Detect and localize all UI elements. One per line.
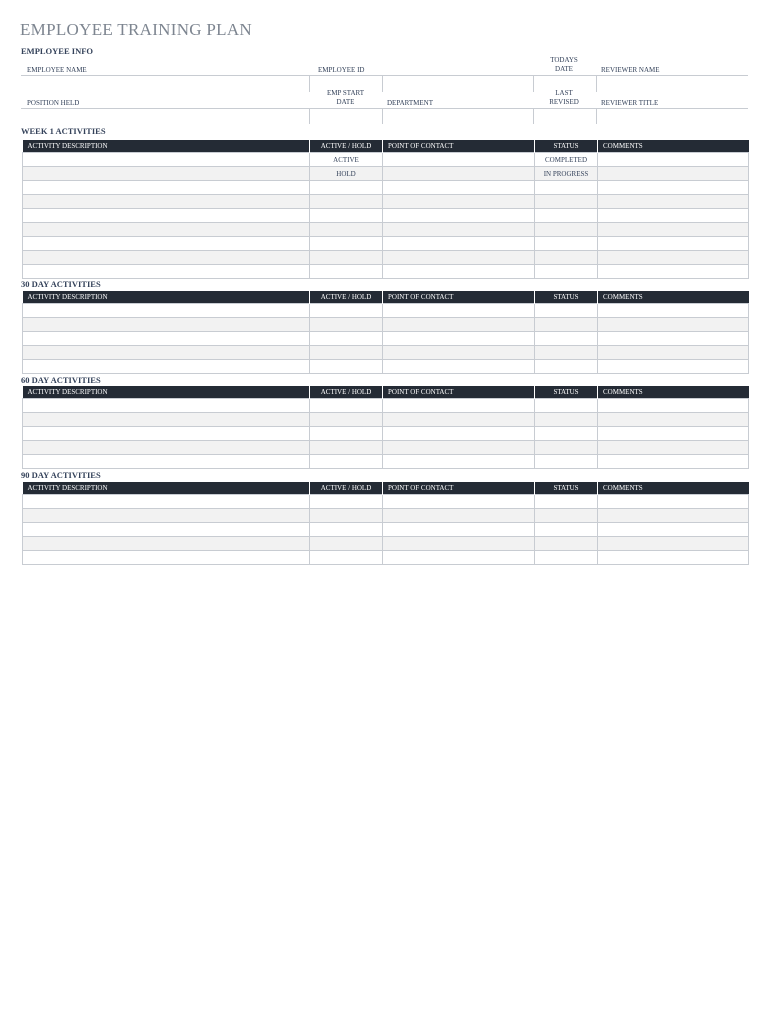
activity-description-cell[interactable] [23,318,310,332]
comments-header: COMMENTS [598,482,749,495]
comments-cell[interactable] [598,332,749,346]
active-hold-cell[interactable]: HOLD [310,167,383,181]
point-of-contact-cell[interactable] [383,209,535,223]
table-row [23,251,749,265]
status-cell[interactable] [535,346,598,360]
comments-cell[interactable] [598,399,749,413]
active-hold-cell[interactable] [310,332,383,346]
comments-cell[interactable] [598,318,749,332]
status-header: STATUS [535,291,598,304]
point-of-contact-header: POINT OF CONTACT [383,140,535,153]
active-hold-cell[interactable] [310,237,383,251]
active-hold-cell[interactable] [310,223,383,237]
status-cell[interactable] [535,509,598,523]
activity-description-cell[interactable] [23,237,310,251]
comments-header: COMMENTS [598,291,749,304]
90day-table [22,482,749,565]
status-cell[interactable] [535,455,598,469]
comments-cell[interactable] [598,153,749,167]
activity-description-cell[interactable] [23,495,310,509]
point-of-contact-cell[interactable] [383,346,535,360]
activity-description-cell[interactable] [23,441,310,455]
point-of-contact-cell[interactable] [383,413,535,427]
status-cell[interactable] [535,551,598,565]
comments-cell[interactable] [598,455,749,469]
status-cell[interactable] [535,399,598,413]
status-cell[interactable] [535,495,598,509]
table-row [23,167,749,181]
active-hold-cell[interactable] [310,495,383,509]
point-of-contact-header: POINT OF CONTACT [383,482,535,495]
point-of-contact-cell[interactable] [383,495,535,509]
activity-description-cell[interactable] [23,209,310,223]
emp-start-label-line1: EMP START [326,89,365,97]
comments-cell[interactable] [598,551,749,565]
90day-heading: 90 DAY ACTIVITIES [21,470,101,480]
status-cell[interactable] [535,237,598,251]
60day-heading: 60 DAY ACTIVITIES [21,375,101,385]
activity-description-cell[interactable] [23,413,310,427]
table-header-row [23,140,749,153]
point-of-contact-cell[interactable] [383,181,535,195]
last-revised-label-line1: LAST [555,89,573,97]
activity-description-cell[interactable] [23,551,310,565]
activity-description-cell[interactable] [23,304,310,318]
table-row [23,153,749,167]
active-hold-cell[interactable] [310,195,383,209]
point-of-contact-cell[interactable] [383,332,535,346]
active-hold-cell[interactable] [310,318,383,332]
table-row [23,346,749,360]
comments-cell[interactable] [598,167,749,181]
employee-info-heading: EMPLOYEE INFO [21,46,94,56]
last-revised-label-line2: REVISED [549,98,579,106]
active-hold-cell[interactable] [310,399,383,413]
point-of-contact-cell[interactable] [383,509,535,523]
activity-description-header: ACTIVITY DESCRIPTION [23,291,310,304]
point-of-contact-cell[interactable] [383,455,535,469]
point-of-contact-header: POINT OF CONTACT [383,386,535,399]
table-row [23,399,749,413]
comments-cell[interactable] [598,251,749,265]
point-of-contact-cell[interactable] [383,195,535,209]
table-header-row [23,291,749,304]
status-cell[interactable] [535,223,598,237]
status-cell[interactable] [535,413,598,427]
table-row [23,509,749,523]
activity-description-header: ACTIVITY DESCRIPTION [23,140,310,153]
comments-cell[interactable] [598,360,749,374]
activity-description-cell[interactable] [23,427,310,441]
active-hold-cell[interactable] [310,441,383,455]
point-of-contact-cell[interactable] [383,427,535,441]
active-hold-header: ACTIVE / HOLD [310,386,383,399]
department-label: DEPARTMENT [387,99,433,107]
table-row [23,223,749,237]
week1-heading: WEEK 1 ACTIVITIES [21,126,106,136]
status-cell[interactable] [535,209,598,223]
activity-description-cell[interactable] [23,251,310,265]
table-row [23,265,749,279]
status-header: STATUS [535,140,598,153]
status-cell[interactable] [535,304,598,318]
active-hold-cell[interactable] [310,265,383,279]
table-row [23,551,749,565]
comments-cell[interactable] [598,181,749,195]
position-held-label: POSITION HELD [27,99,80,107]
activity-description-cell[interactable] [23,223,310,237]
activity-description-cell[interactable] [23,195,310,209]
activity-description-cell[interactable] [23,265,310,279]
activity-description-cell[interactable] [23,360,310,374]
status-cell[interactable] [535,251,598,265]
comments-cell[interactable] [598,427,749,441]
status-cell[interactable] [535,360,598,374]
point-of-contact-cell[interactable] [383,441,535,455]
employee-id-label: EMPLOYEE ID [318,66,365,74]
table-header-row [23,482,749,495]
point-of-contact-cell[interactable] [383,223,535,237]
comments-cell[interactable] [598,265,749,279]
activity-description-cell[interactable] [23,332,310,346]
status-cell[interactable] [535,523,598,537]
table-row [23,441,749,455]
point-of-contact-cell[interactable] [383,167,535,181]
active-hold-cell[interactable] [310,537,383,551]
point-of-contact-header: POINT OF CONTACT [383,291,535,304]
table-header-row [23,386,749,399]
point-of-contact-cell[interactable] [383,399,535,413]
active-hold-cell[interactable] [310,304,383,318]
status-cell[interactable] [535,195,598,209]
employee-name-label: EMPLOYEE NAME [27,66,87,74]
comments-cell[interactable] [598,413,749,427]
table-row [23,304,749,318]
status-cell[interactable] [535,441,598,455]
table-row [23,181,749,195]
table-row [23,195,749,209]
point-of-contact-cell[interactable] [383,551,535,565]
activity-description-cell[interactable] [23,537,310,551]
activity-description-cell[interactable] [23,153,310,167]
emp-start-date-label [309,89,382,107]
reviewer-name-label: REVIEWER NAME [601,66,660,74]
status-cell[interactable] [535,537,598,551]
comments-header: COMMENTS [598,140,749,153]
active-hold-cell[interactable] [310,181,383,195]
comments-cell[interactable] [598,441,749,455]
table-row [23,237,749,251]
point-of-contact-cell[interactable] [383,360,535,374]
30day-heading: 30 DAY ACTIVITIES [21,279,101,289]
status-cell[interactable] [535,427,598,441]
point-of-contact-cell[interactable] [383,265,535,279]
point-of-contact-cell[interactable] [383,251,535,265]
table-row [23,332,749,346]
employee-info-grid [21,54,748,124]
last-revised-label [534,89,594,107]
active-hold-header: ACTIVE / HOLD [310,140,383,153]
page-title: EMPLOYEE TRAINING PLAN [20,20,252,39]
active-hold-cell[interactable] [310,427,383,441]
status-cell[interactable] [535,332,598,346]
table-row [23,209,749,223]
reviewer-title-label: REVIEWER TITLE [601,99,659,107]
active-hold-cell[interactable] [310,360,383,374]
60day-table [22,386,749,469]
status-cell[interactable]: COMPLETED [535,153,598,167]
activity-description-header: ACTIVITY DESCRIPTION [23,386,310,399]
comments-cell[interactable] [598,304,749,318]
activity-description-cell[interactable] [23,399,310,413]
active-hold-header: ACTIVE / HOLD [310,291,383,304]
status-cell[interactable] [535,265,598,279]
table-row [23,455,749,469]
week1-table [22,140,749,279]
active-hold-header: ACTIVE / HOLD [310,482,383,495]
active-hold-cell[interactable] [310,251,383,265]
table-row [23,360,749,374]
status-header: STATUS [535,482,598,495]
comments-cell[interactable] [598,346,749,360]
point-of-contact-cell[interactable] [383,304,535,318]
comments-cell[interactable] [598,237,749,251]
30day-table [22,291,749,374]
status-header: STATUS [535,386,598,399]
table-row [23,318,749,332]
activity-description-cell[interactable] [23,509,310,523]
status-cell[interactable] [535,318,598,332]
active-hold-cell[interactable] [310,455,383,469]
activity-description-cell[interactable] [23,455,310,469]
active-hold-cell[interactable] [310,509,383,523]
active-hold-cell[interactable]: ACTIVE [310,153,383,167]
comments-header: COMMENTS [598,386,749,399]
table-row [23,537,749,551]
activity-description-cell[interactable] [23,181,310,195]
activity-description-cell[interactable] [23,346,310,360]
table-row [23,427,749,441]
active-hold-cell[interactable] [310,346,383,360]
activity-description-header: ACTIVITY DESCRIPTION [23,482,310,495]
todays-date-label-line2: DATE [555,65,573,73]
point-of-contact-cell[interactable] [383,523,535,537]
status-cell[interactable]: IN PROGRESS [535,167,598,181]
activity-description-cell[interactable] [23,523,310,537]
comments-cell[interactable] [598,195,749,209]
point-of-contact-cell[interactable] [383,318,535,332]
comments-cell[interactable] [598,495,749,509]
point-of-contact-cell[interactable] [383,237,535,251]
todays-date-label [534,56,594,74]
comments-cell[interactable] [598,223,749,237]
comments-cell[interactable] [598,509,749,523]
comments-cell[interactable] [598,209,749,223]
active-hold-cell[interactable] [310,209,383,223]
active-hold-cell[interactable] [310,551,383,565]
activity-description-cell[interactable] [23,167,310,181]
todays-date-label-line1: TODAYS [550,56,578,64]
table-row [23,495,749,509]
active-hold-cell[interactable] [310,413,383,427]
active-hold-cell[interactable] [310,523,383,537]
emp-start-label-line2: DATE [336,98,355,106]
status-cell[interactable] [535,181,598,195]
point-of-contact-cell[interactable] [383,153,535,167]
table-row [23,413,749,427]
point-of-contact-cell[interactable] [383,537,535,551]
comments-cell[interactable] [598,537,749,551]
comments-cell[interactable] [598,523,749,537]
table-row [23,523,749,537]
